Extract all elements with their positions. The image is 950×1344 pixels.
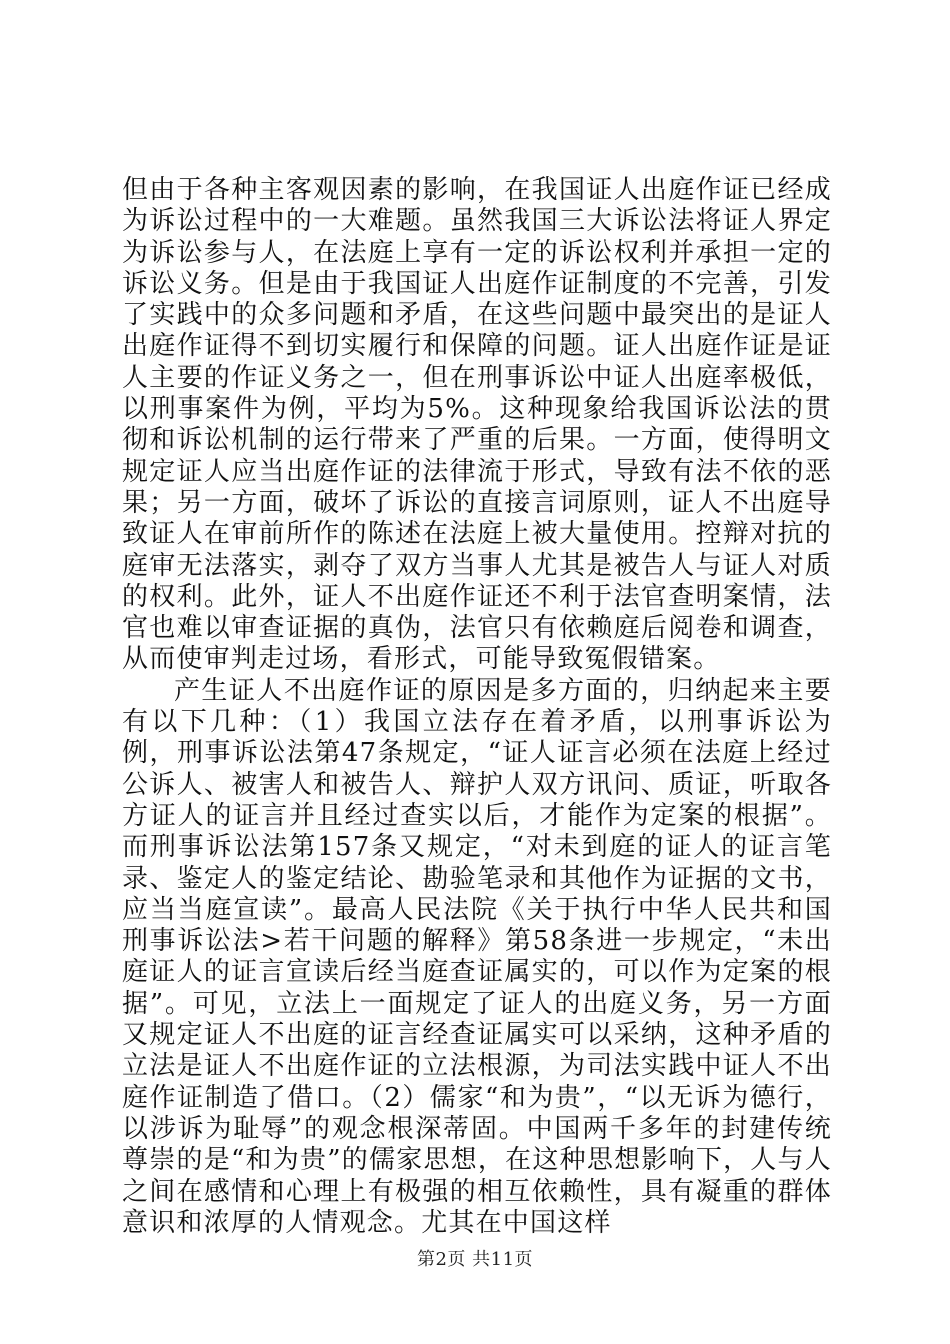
- body-text: [122, 175, 832, 1239]
- page-footer: [0, 1245, 950, 1271]
- paragraph-1: 但由于各种主客观因素的影响，在我国证人出庭作证已经成为诉讼过程中的一大难题。虽然我国三大诉讼法将证人界定为诉讼参与人，在法庭上享有一定的诉讼权利并承担一定的诉讼义务。但是由于我国证人出庭作证制度的不完善，引发了实践中的众多问题和矛盾，在这些问题中最突出的是证人出庭作证得不到切实履行和保障的问题。证人出庭作证是证人主要的作证义务之一，但在刑事诉讼中证人出庭率极低，以刑事案件为例，平均为5%。这种现象给我国诉讼法的贯彻和诉讼机制的运行带来了严重的后果。一方面，使得明文规定证人应当出庭作证的法律流于形式，导致有法不依的恶果；另一方面，破坏了诉讼的直接言词原则，证人不出庭导致证人在审前所作的陈述在法庭上被大量使用。控辩对抗的庭审无法落实，剥夺了双方当事人尤其是被告人与证人对质的权利。此外，证人不出庭作证还不利于法官查明案情，法官也难以审查证据的真伪，法官只有依赖庭后阅卷和调查，从而使审判走过场，看形式，可能导致冤假错案。: [122, 175, 832, 675]
- paragraph-2: 产生证人不出庭作证的原因是多方面的，归纳起来主要有以下几种：（1）我国立法存在着矛盾，以刑事诉讼为例，刑事诉讼法第47条规定，“证人证言必须在法庭上经过公诉人、被害人和被告人、辩护人双方讯问、质证，听取各方证人的证言并且经过查实以后，才能作为定案的根据”。而刑事诉讼法第157条又规定，“对未到庭的证人的证言笔录、鉴定人的鉴定结论、勘验笔录和其他作为证据的文书，应当当庭宣读”。最高人民法院《关于执行中华人民共和国刑事诉讼法>若干问题的解释》第58条进一步规定，“未出庭证人的证言宣读后经当庭查证属实的，可以作为定案的根据”。可见，立法上一面规定了证人的出庭义务，另一方面又规定证人不出庭的证言经查证属实可以采纳，这种矛盾的立法是证人不出庭作证的立法根源，为司法实践中证人不出庭作证制造了借口。（2）儒家“和为贵”，“以无诉为德行，以涉诉为耻辱”的观念根深蒂固。中国两千多年的封建传统尊崇的是“和为贵”的儒家思想，在这种思想影响下，人与人之间在感情和心理上有极强的相互依赖性，具有凝重的群体意识和浓厚的人情观念。尤其在中国这样: [122, 675, 832, 1238]
- page-number: 第2页 共11页: [416, 1249, 534, 1270]
